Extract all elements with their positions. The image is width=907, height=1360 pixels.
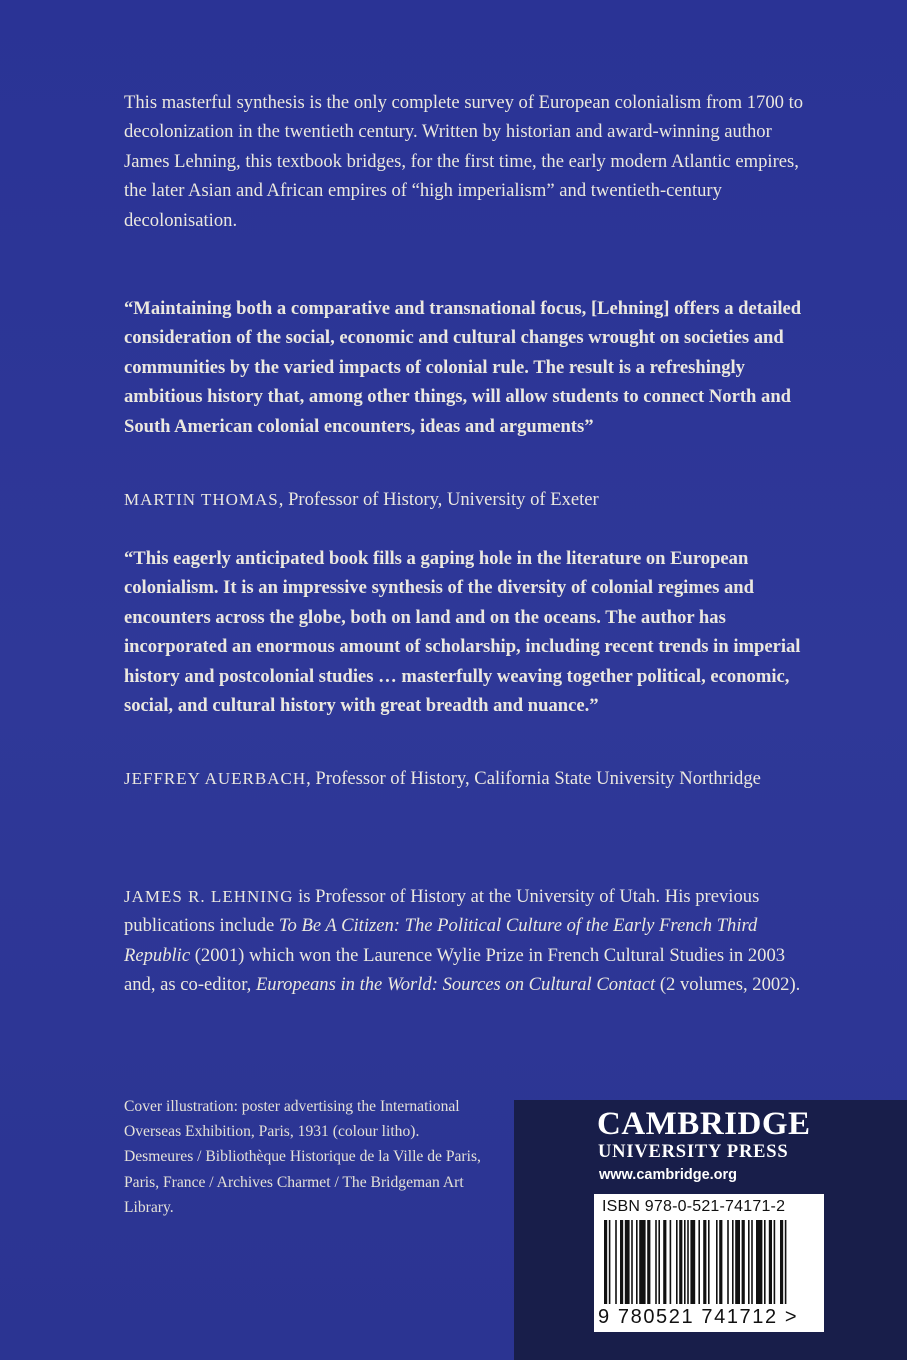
barcode-bar <box>751 1220 753 1304</box>
barcode-bar <box>663 1220 666 1304</box>
barcode-bar <box>748 1220 750 1304</box>
barcode-bar <box>670 1220 672 1304</box>
author-biography <box>124 882 814 1000</box>
barcode-bar <box>620 1220 623 1304</box>
barcode-bar <box>774 1220 776 1304</box>
book-description: This masterful synthesis is the only complete survey of European colonialism from 1700 to decolonization in the twentieth century. Written by historian and award-winning author James Lehning, this textbook bridges, for the first time, the early modern Atlantic empires, the later Asian and African empires of “high imperialism” and twentieth-century decolonisation. <box>124 92 804 231</box>
barcode-bar <box>615 1220 617 1304</box>
author-bio-text-1: is Professor of History at the University of Utah. His previous publications include <box>124 886 760 937</box>
barcode-bar <box>684 1220 686 1304</box>
barcode-bar <box>703 1220 706 1304</box>
barcode-bar <box>609 1220 611 1304</box>
barcode-bar <box>719 1220 722 1304</box>
barcode-bar <box>716 1220 718 1304</box>
barcode-bar <box>690 1220 695 1304</box>
barcode-bar <box>636 1220 638 1304</box>
barcode-digits: 9 780521 741712 > <box>598 1306 799 1328</box>
barcode-bar <box>727 1220 729 1304</box>
barcode-bar <box>785 1220 787 1304</box>
barcode-bar <box>631 1220 633 1304</box>
barcode-bar <box>625 1220 630 1304</box>
barcode-bar <box>687 1220 689 1304</box>
publisher-logo-name: CAMBRIDGE <box>597 1106 811 1142</box>
book-title-2: Europeans in the World: Sources on Cultural Contact <box>255 974 656 996</box>
barcode-bar <box>676 1220 678 1304</box>
publisher-url: www.cambridge.org <box>599 1167 738 1183</box>
barcode-bar <box>698 1220 700 1304</box>
barcode-bar <box>735 1220 740 1304</box>
publisher-panel <box>514 1100 907 1360</box>
review-attribution-1 <box>124 485 814 514</box>
barcode-bars <box>600 1220 818 1308</box>
isbn-label: ISBN 978-0-521-74171-2 <box>602 1198 786 1215</box>
publisher-logo-press: UNIVERSITY PRESS <box>598 1142 789 1162</box>
barcode-bar <box>679 1220 682 1304</box>
reviewer-name-1: MARTIN THOMAS <box>124 490 279 509</box>
barcode-bar <box>658 1220 660 1304</box>
barcode-bar <box>756 1220 762 1304</box>
review-quote-1: “Maintaining both a comparative and transnational focus, [Lehning] offers a detailed consideration of the social, economic and cultural changes wrought on societies and communities by the varied impacts of colonial rule. The result is a refreshingly ambitious history that, among other things, will allow students to connect North and South American colonial encounters, ideas and arguments” <box>124 298 802 437</box>
barcode-bar <box>764 1220 766 1304</box>
review-quote-2: “This eagerly anticipated book fills a gaping hole in the literature on European colonialism. It is an impressive synthesis of the diversity of colonial regimes and encounters across the globe, both on land and on the oceans. The author has incorporated an enormous amount of scholarship, including recent trends in imperial history and postcolonial studies … masterfully weaving together political, economic, social, and cultural history with great breadth and nuance.” <box>124 548 801 717</box>
reviewer-affiliation-2: , Professor of History, California State University Northridge <box>306 768 761 789</box>
barcode-bar <box>780 1220 783 1304</box>
isbn-barcode <box>594 1194 824 1332</box>
author-bio-text-2: (2001) which won the Laurence Wylie Prize in French Cultural Studies in 2003 and, as co-editor, <box>124 944 786 996</box>
reviewer-affiliation-1: , Professor of History, University of Exeter <box>278 489 599 510</box>
barcode-bar <box>769 1220 772 1304</box>
author-bio-text-3: (2 volumes, 2002). <box>655 974 801 996</box>
barcode-bar <box>708 1220 710 1304</box>
author-name: JAMES R. LEHNING <box>124 887 294 906</box>
barcode-bar <box>655 1220 657 1304</box>
barcode-bar <box>647 1220 650 1304</box>
book-title-1: To Be A Citizen: The Political Culture of the Early French Third Republic <box>124 915 758 966</box>
barcode-bar <box>639 1220 645 1304</box>
review-attribution-2 <box>124 764 814 793</box>
barcode-bar <box>732 1220 734 1304</box>
barcode-bar <box>742 1220 745 1304</box>
barcode-bar <box>604 1220 607 1304</box>
cover-illustration-credit: Cover illustration: poster advertising the International Overseas Exhibition, Paris, 1931 (colour litho). Desmeures / Bibliothèque Historique de la Ville de Paris, Paris, France / Archives Charmet / The Bridgeman Art Library. <box>124 1098 481 1216</box>
reviewer-name-2: JEFFREY AUERBACH <box>124 769 307 788</box>
